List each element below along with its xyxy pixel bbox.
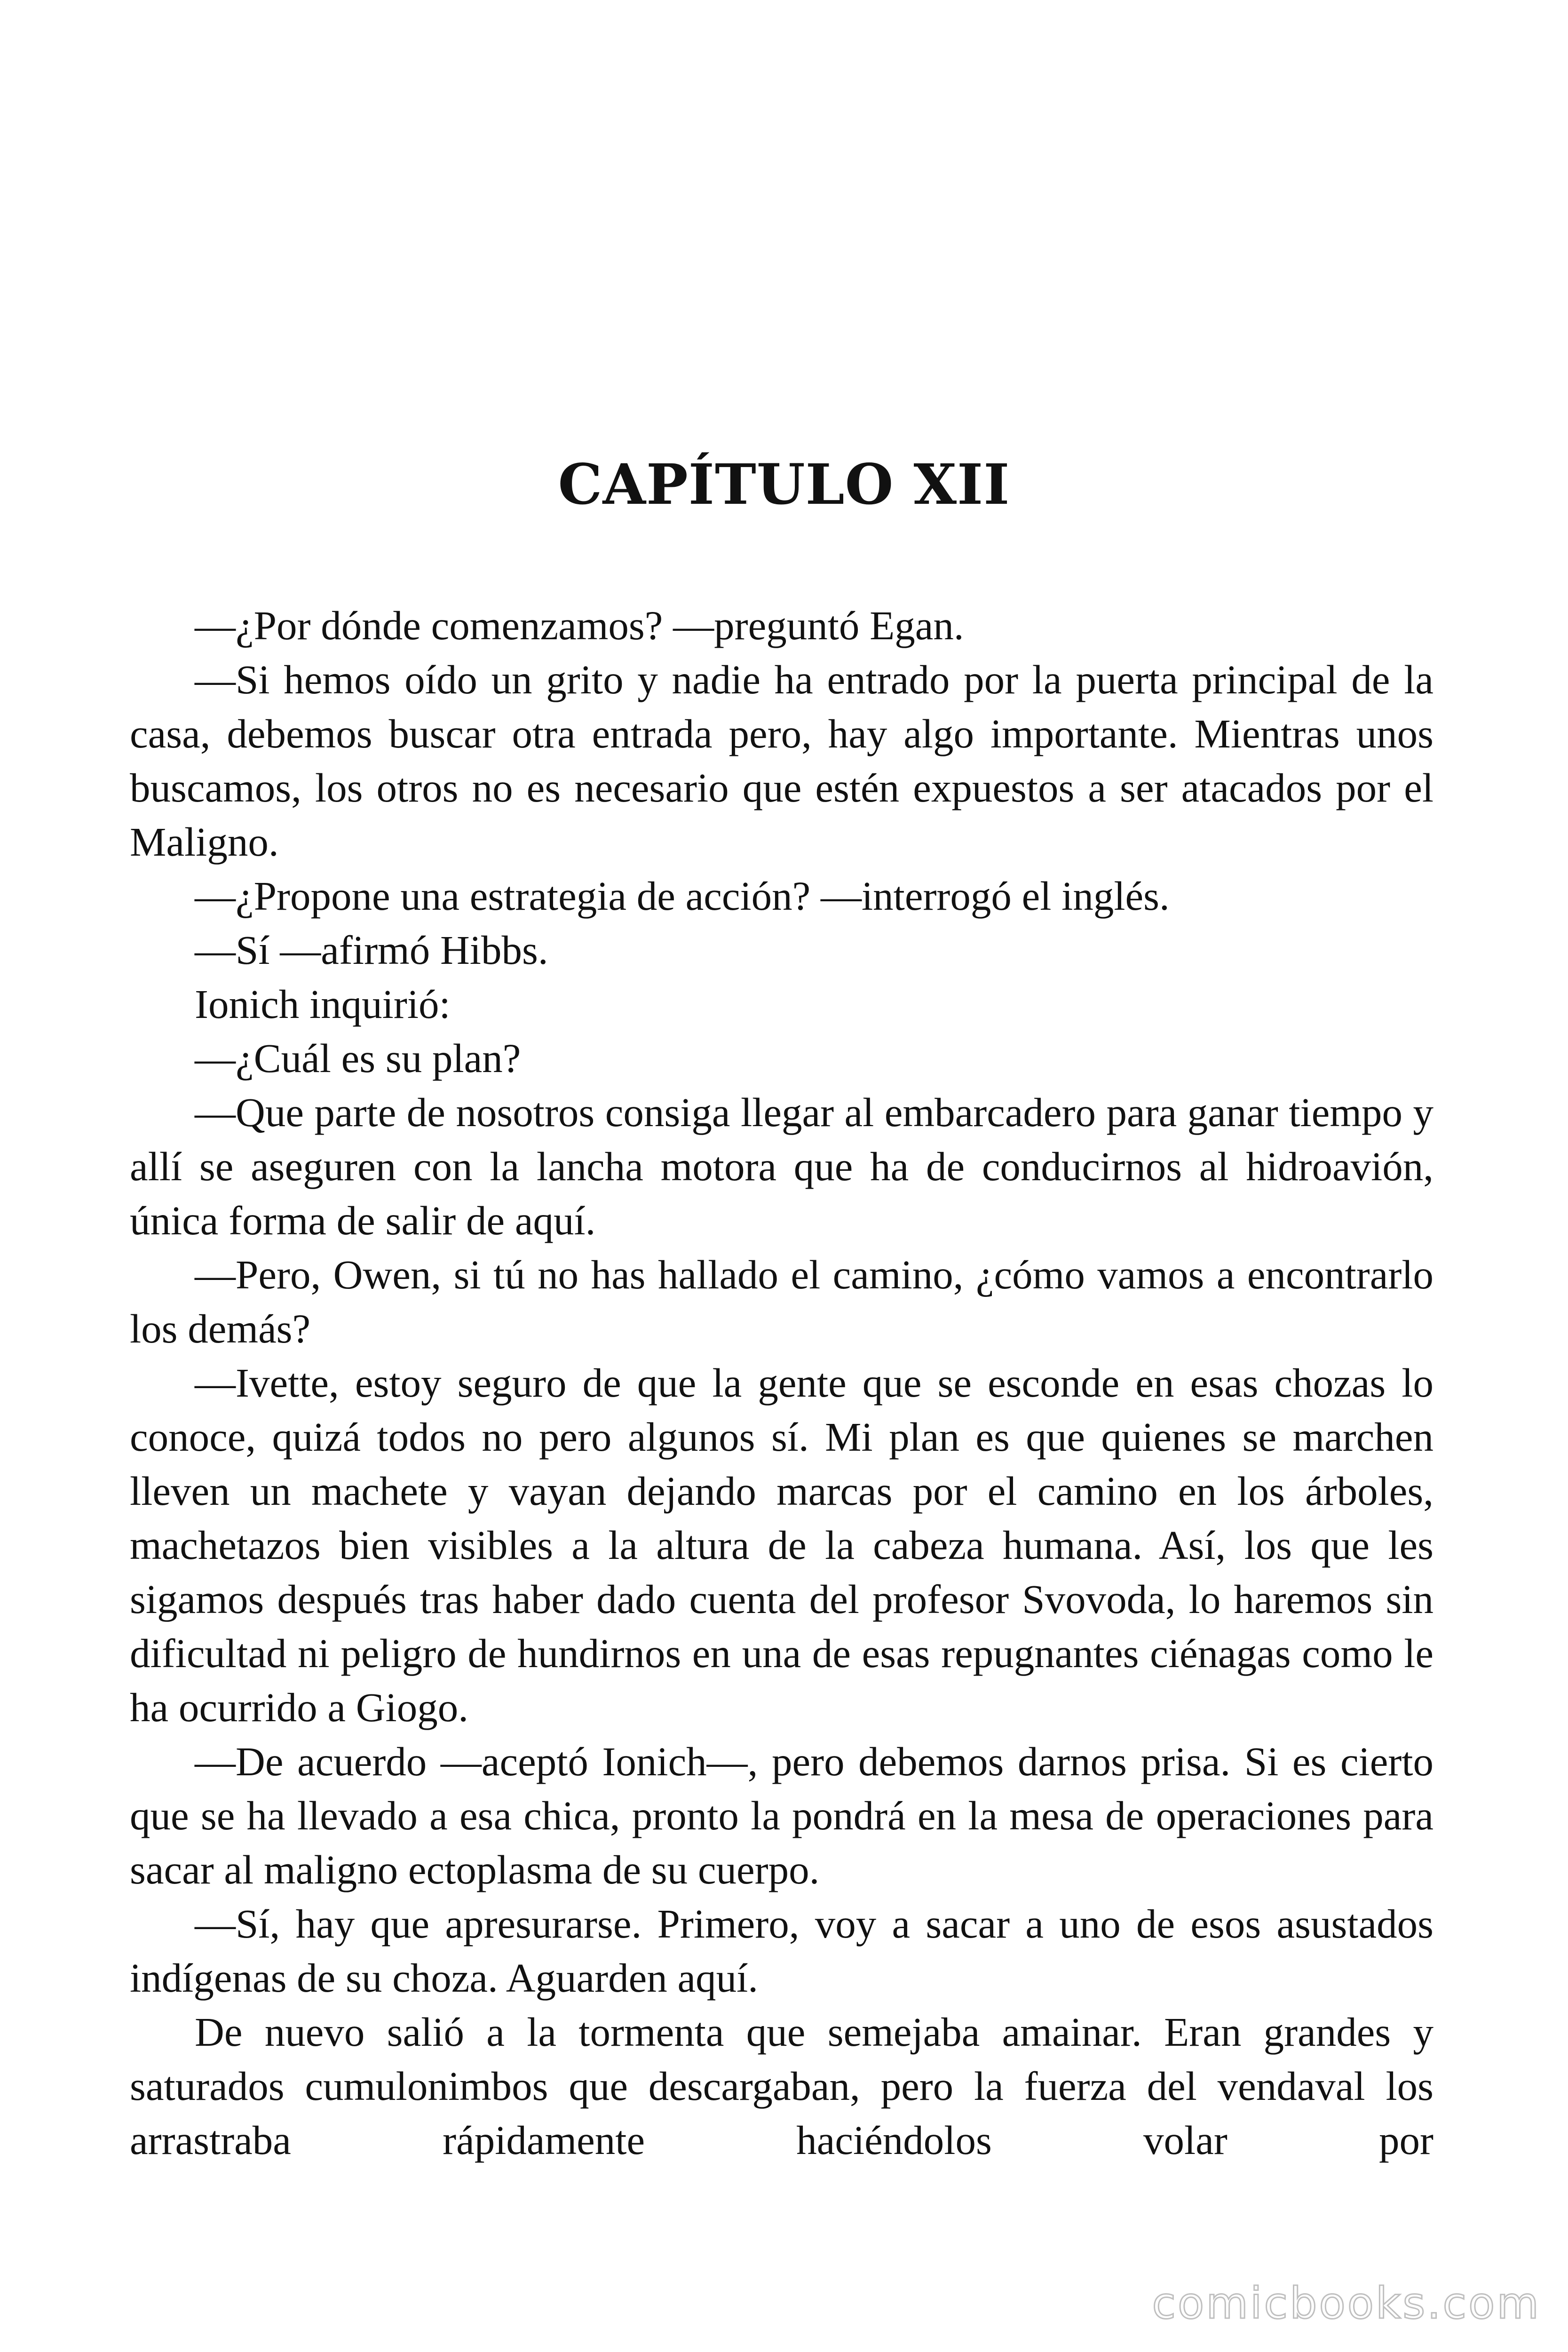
paragraph: —Ivette, estoy seguro de que la gente que se esconde en esas chozas lo conoce, quizá todos no pero algunos sí. Mi plan es que quienes se marchen lleven un machete y vayan dejando marcas por el camino en los árboles, machetazos bien visibles a la altura de la cabeza humana. Así, los que les sigamos después tras haber dado cuenta del profesor Svovoda, lo haremos sin dificultad ni peligro de hundirnos en una de esas repugnantes ciénagas como le ha ocurrido a Giogo. bbox=[130, 1360, 1433, 1730]
chapter-title: CAPÍTULO XII bbox=[558, 452, 1010, 517]
paragraph: —Si hemos oído un grito y nadie ha entrado por la puerta principal de la casa, debemos buscar otra entrada pero, hay algo importante. Mientras unos buscamos, los otros no es necesario que estén expuestos a ser atacados por el Maligno. bbox=[130, 657, 1433, 865]
paragraph: —De acuerdo —aceptó Ionich—, pero debemos darnos prisa. Si es cierto que se ha llevado a esa chica, pronto la pondrá en la mesa de operaciones para sacar al maligno ectoplasma de su cuerpo. bbox=[130, 1739, 1433, 1892]
paragraph: —¿Cuál es su plan? bbox=[195, 1035, 521, 1081]
paragraph: —Sí —afirmó Hibbs. bbox=[195, 927, 548, 973]
paragraph: —Pero, Owen, si tú no has hallado el camino, ¿cómo vamos a encontrarlo los demás? bbox=[130, 1252, 1433, 1351]
paragraph: Ionich inquirió: bbox=[195, 981, 451, 1027]
paragraph: —¿Por dónde comenzamos? —preguntó Egan. bbox=[195, 603, 964, 648]
watermark: comicbooks.com bbox=[1152, 2278, 1541, 2328]
paragraph: —¿Propone una estrategia de acción? —interrogó el inglés. bbox=[195, 873, 1170, 919]
paragraph: —Sí, hay que apresurarse. Primero, voy a sacar a uno de esos asustados indígenas de su choza. Aguarden aquí. bbox=[130, 1901, 1433, 2001]
chapter-body bbox=[130, 598, 1433, 2167]
paragraph: De nuevo salió a la tormenta que semejaba amainar. Eran grandes y saturados cumulonimbos que descargaban, pero la fuerza del vendaval los arrastraba rápidamente haciéndolos volar por bbox=[130, 2009, 1433, 2163]
paragraph: —Que parte de nosotros consiga llegar al embarcadero para ganar tiempo y allí se aseguren con la lancha motora que ha de conducirnos al hidroavión, única forma de salir de aquí. bbox=[130, 1089, 1433, 1243]
